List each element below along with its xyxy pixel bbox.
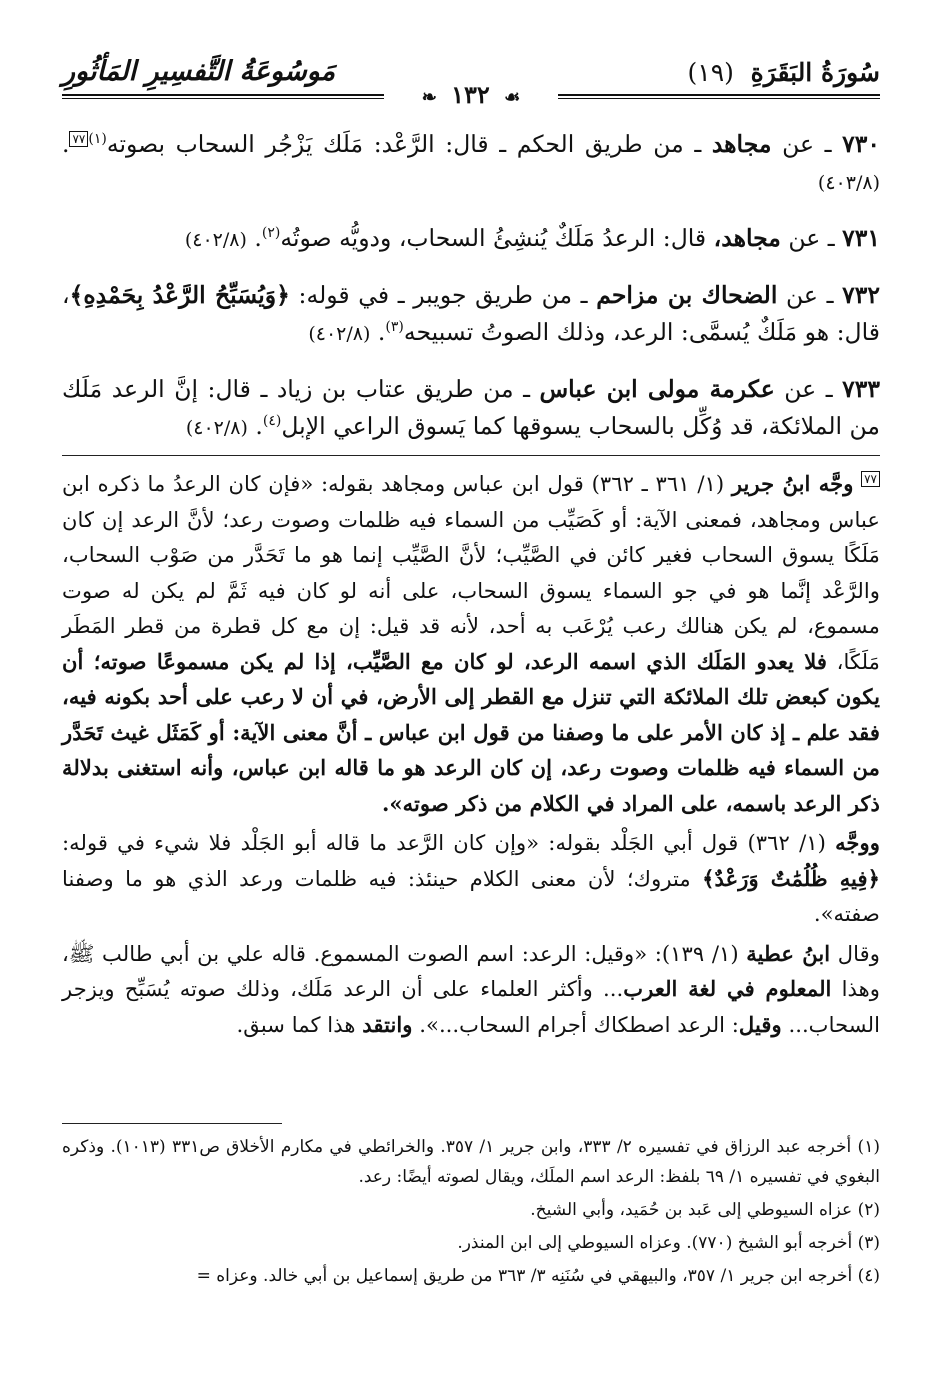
narrator-name: عكرمة مولى ابن عباس <box>539 375 775 403</box>
narration-text: عن <box>788 224 821 252</box>
footnote-ref[interactable]: (٢) <box>261 225 281 242</box>
commentary-paragraph <box>62 466 880 821</box>
encyclopedia-title: مَوسُوعَةُ التَّفسِيرِ المَأثُورِ <box>62 56 336 87</box>
volume-reference: (١/ ١٣٩) <box>661 940 739 966</box>
page-number: ١٣٢ <box>451 80 490 109</box>
narration-text: ـ من طريق عتاب بن زياد ـ قال: إنَّ الرعد مَلَك من الملائكة، قد وُكِّل بالسحاب يسوقها كما يَسوق الراعي الإبل <box>62 375 880 440</box>
commentary-text: ... وأكثر العلماء على أن الرعد مَلَك، وذلك صوته يُسَبِّح ويزجر السحاب... <box>62 976 880 1037</box>
footnote-1: (١) أخرجه عبد الرزاق في تفسيره ٢/ ٣٣٣، وابن جرير ١/ ٣٥٧. والخرائطي في مكارم الأخلاق ص٣٣١ (١٠١٣). وذكره البغوي في تفسيره ١/ ٦٩ بلفظ: الرعد اسم الملَك، ويقال لصوته أيضًا: رعد. <box>62 1137 880 1187</box>
narration-text: ، قال: هو مَلَكٌ يُسمَّى: الرعد، وذلك الصوتُ تسبيحه <box>62 281 880 346</box>
commentary-emphasis: وانتقد <box>362 1011 413 1037</box>
narration-text: ـ من طريق الحكم ـ قال: الرَّعْد: مَلَك يَزْجُر السحاب بصوته <box>106 130 702 158</box>
narrator-name: الضحاك بن مزاحم <box>596 281 778 309</box>
narration-number: ٧٣٣ <box>842 375 881 403</box>
volume-citation: (٤٠٢/٨) <box>308 323 371 345</box>
header-rule-right <box>558 94 880 96</box>
narration-text: . <box>62 130 70 158</box>
surah-number: (١٩) <box>687 58 734 87</box>
narration-text: . <box>255 412 263 440</box>
narration-731: ٧٣١ ـ عن مجاهد، قال: الرعدُ مَلَكٌ يُنشِئُ السحاب، ودويُّه صوتُه$^{(٢)}$. (٤٠٢/٨) <box>184 224 880 252</box>
page-header <box>62 40 880 112</box>
narration-733: ٧٣٣ ـ عن عكرمة مولى ابن عباس ـ من طريق عتاب بن زياد ـ قال: إنَّ الرعد مَلَك من الملائكة، قد وُكِّل بالسحاب يسوقها كما يَسوق الراعي الإبل$^{(٤)}$. (٤٠٢/٨) <box>62 375 881 440</box>
narration-text: قال: الرعدُ مَلَكٌ يُنشِئُ السحاب، ودويُّه صوتُه <box>280 224 707 252</box>
ornament-icon: ❧ <box>421 87 437 108</box>
page-number-group <box>416 80 527 109</box>
commentary-text: قول أبي الجَلْد بقوله: «وإن كان الرَّعد ما قاله أبو الجَلْد فلا شيء في قوله: <box>62 830 739 855</box>
footnotes <box>62 1132 880 1294</box>
commentary-ref-box[interactable]: ٧٧ <box>69 131 88 147</box>
footnote-2: (٢) عزاه السيوطي إلى عَبد بن حُمَيد، وأبي الشيخ. <box>530 1200 880 1220</box>
narration-number: ٧٣٢ <box>842 281 880 309</box>
commentary-text: : «وقيل: الرعد: اسم الصوت المسموع. قاله علي بن أبي طالب ﷺ، وهذا <box>62 940 880 1001</box>
narration-730: ٧٣٠ ـ عن مجاهد ـ من طريق الحكم ـ قال: الرَّعْد: مَلَك يَزْجُر السحاب بصوته$^{(١)}$٧٧. (٤٠٣/٨) <box>62 130 880 194</box>
commentary-text: : الرعد اصطكاك أجرام السحاب...». <box>419 1011 739 1037</box>
narrator-name: مجاهد، <box>713 224 781 252</box>
scholar-name: ووجَّه <box>835 830 880 855</box>
commentary-text: هذا كما سبق. <box>236 1011 356 1037</box>
header-rule-left <box>62 94 384 96</box>
footnote-ref[interactable]: (٤) <box>262 413 282 430</box>
footnote-ref[interactable]: (١) <box>88 131 107 148</box>
volume-citation: (٤٠٢/٨) <box>184 229 247 251</box>
section-divider <box>62 455 880 456</box>
narration-text: عن <box>782 130 815 158</box>
commentary-text: فلا يعدو المَلَك الذي اسمه الرعد، لو كان مع الصَّيِّب، إذا لم يكن مسموعًا صوته؛ أن يكون كبعض تلك الملائكة التي تنزل مع القطر إلى الأرض، في أن لا رعب على أحد بكونه فيه، فقد علم ـ إذ كان الأمر على ما وصفنا من قول ابن عباس ـ أنَّ معنى الآية: أو كَمَثَل غيث تَحَدَّر من السماء فيه ظلمات وصوت رعد، إن كان الرعد هو ما قاله ابن عباس، وأنه استغنى بدلالة ذكر الرعد باسمه، على المراد في الكلام من ذكر صوته». <box>62 648 880 816</box>
commentary <box>62 466 880 1046</box>
footnote-3: (٣) أخرجه أبو الشيخ (٧٧٠). وعزاه السيوطي إلى ابن المنذر. <box>457 1233 880 1253</box>
narration-number: ٧٣١ <box>842 224 880 252</box>
narration-text: . <box>254 224 262 252</box>
footnote-divider <box>62 1123 282 1124</box>
ornament-icon: ☙ <box>504 87 521 108</box>
volume-reference: (١/ ٣٦١ ـ ٣٦٢) <box>591 471 725 496</box>
narration-732: ٧٣٢ ـ عن الضحاك بن مزاحم ـ من طريق جويبر ـ في قوله: ﴿وَيُسَبِّحُ الرَّعْدُ بِحَمْدِهِ﴾، قال: هو مَلَكٌ يُسمَّى: الرعد، وذلك الصوتُ تسبيحه$^{(٣)}$. (٤٠٢/٨) <box>62 281 880 346</box>
quran-verse: ﴿فِيهِ ظُلُمَٰتٌ وَرَعْدٌ﴾ <box>702 865 880 891</box>
narration-text: . <box>377 318 386 346</box>
surah-title: سُورَةُ البَقَرَةِ <box>750 58 880 87</box>
narration-text: عن <box>784 375 817 403</box>
footnote-ref[interactable]: (٣) <box>385 319 404 336</box>
narrations <box>62 126 880 465</box>
narration-number: ٧٣٠ <box>842 130 880 158</box>
narration-text: ـ من طريق جويبر ـ في قوله: <box>298 281 588 309</box>
commentary-text: قول ابن عباس ومجاهد بقوله: «فإن كان الرعدُ ما ذكره ابن عباس ومجاهد، فمعنى الآية: أو كَصَيِّب من السماء فيه ظلمات وصوت رعد؛ لأنَّ الرعد إن كان مَلَكًا يسوق السحاب فغير كائن في الصَّيِّب؛ لأنَّ الصَّيِّب إنما هو ما تَحَدَّر من صَوْب السحاب، والرَّعْد إنَّما هو في جو السماء يسوق السحاب، على أنه لو كان فيه ثَمَّ لم يكن له صوت مسموع، لم يكن هنالك رعب يُرْعَب به أحد، لأنه قد قيل: إن مع كل قطرة من قطر المَطَر مَلَكًا، <box>62 471 880 674</box>
scholar-name: ابنُ عطية <box>746 940 831 966</box>
commentary-ref-box: ٧٧ <box>861 471 880 487</box>
volume-citation: (٤٠٣/٨) <box>817 172 880 194</box>
commentary-paragraph <box>62 825 880 932</box>
surah-heading <box>688 58 881 87</box>
volume-reference: (١/ ٣٦٢) <box>747 830 826 855</box>
commentary-emphasis: وقيل <box>738 1011 782 1037</box>
commentary-emphasis: المعلوم في لغة العرب <box>623 976 832 1001</box>
commentary-text: وقال <box>837 940 880 966</box>
quran-verse: ﴿وَيُسَبِّحُ الرَّعْدُ بِحَمْدِهِ﴾ <box>69 281 290 309</box>
footnote-4: (٤) أخرجه ابن جرير ١/ ٣٥٧، والبيهقي في سُنَنِه ٣/ ٣٦٣ من طريق إسماعيل بن أبي خالد. وعزاه = <box>196 1266 880 1286</box>
volume-citation: (٤٠٢/٨) <box>185 417 248 439</box>
commentary-paragraph <box>62 936 880 1043</box>
commentary-text: متروك؛ لأن معنى الكلام حينئذ: فيه ظلمات ورعد الذي هو ما وصفنا صفته». <box>62 865 880 926</box>
scholar-name: وجَّه ابنُ جرير <box>731 471 854 496</box>
narrator-name: مجاهد <box>711 130 772 158</box>
narration-text: عن <box>786 281 818 309</box>
